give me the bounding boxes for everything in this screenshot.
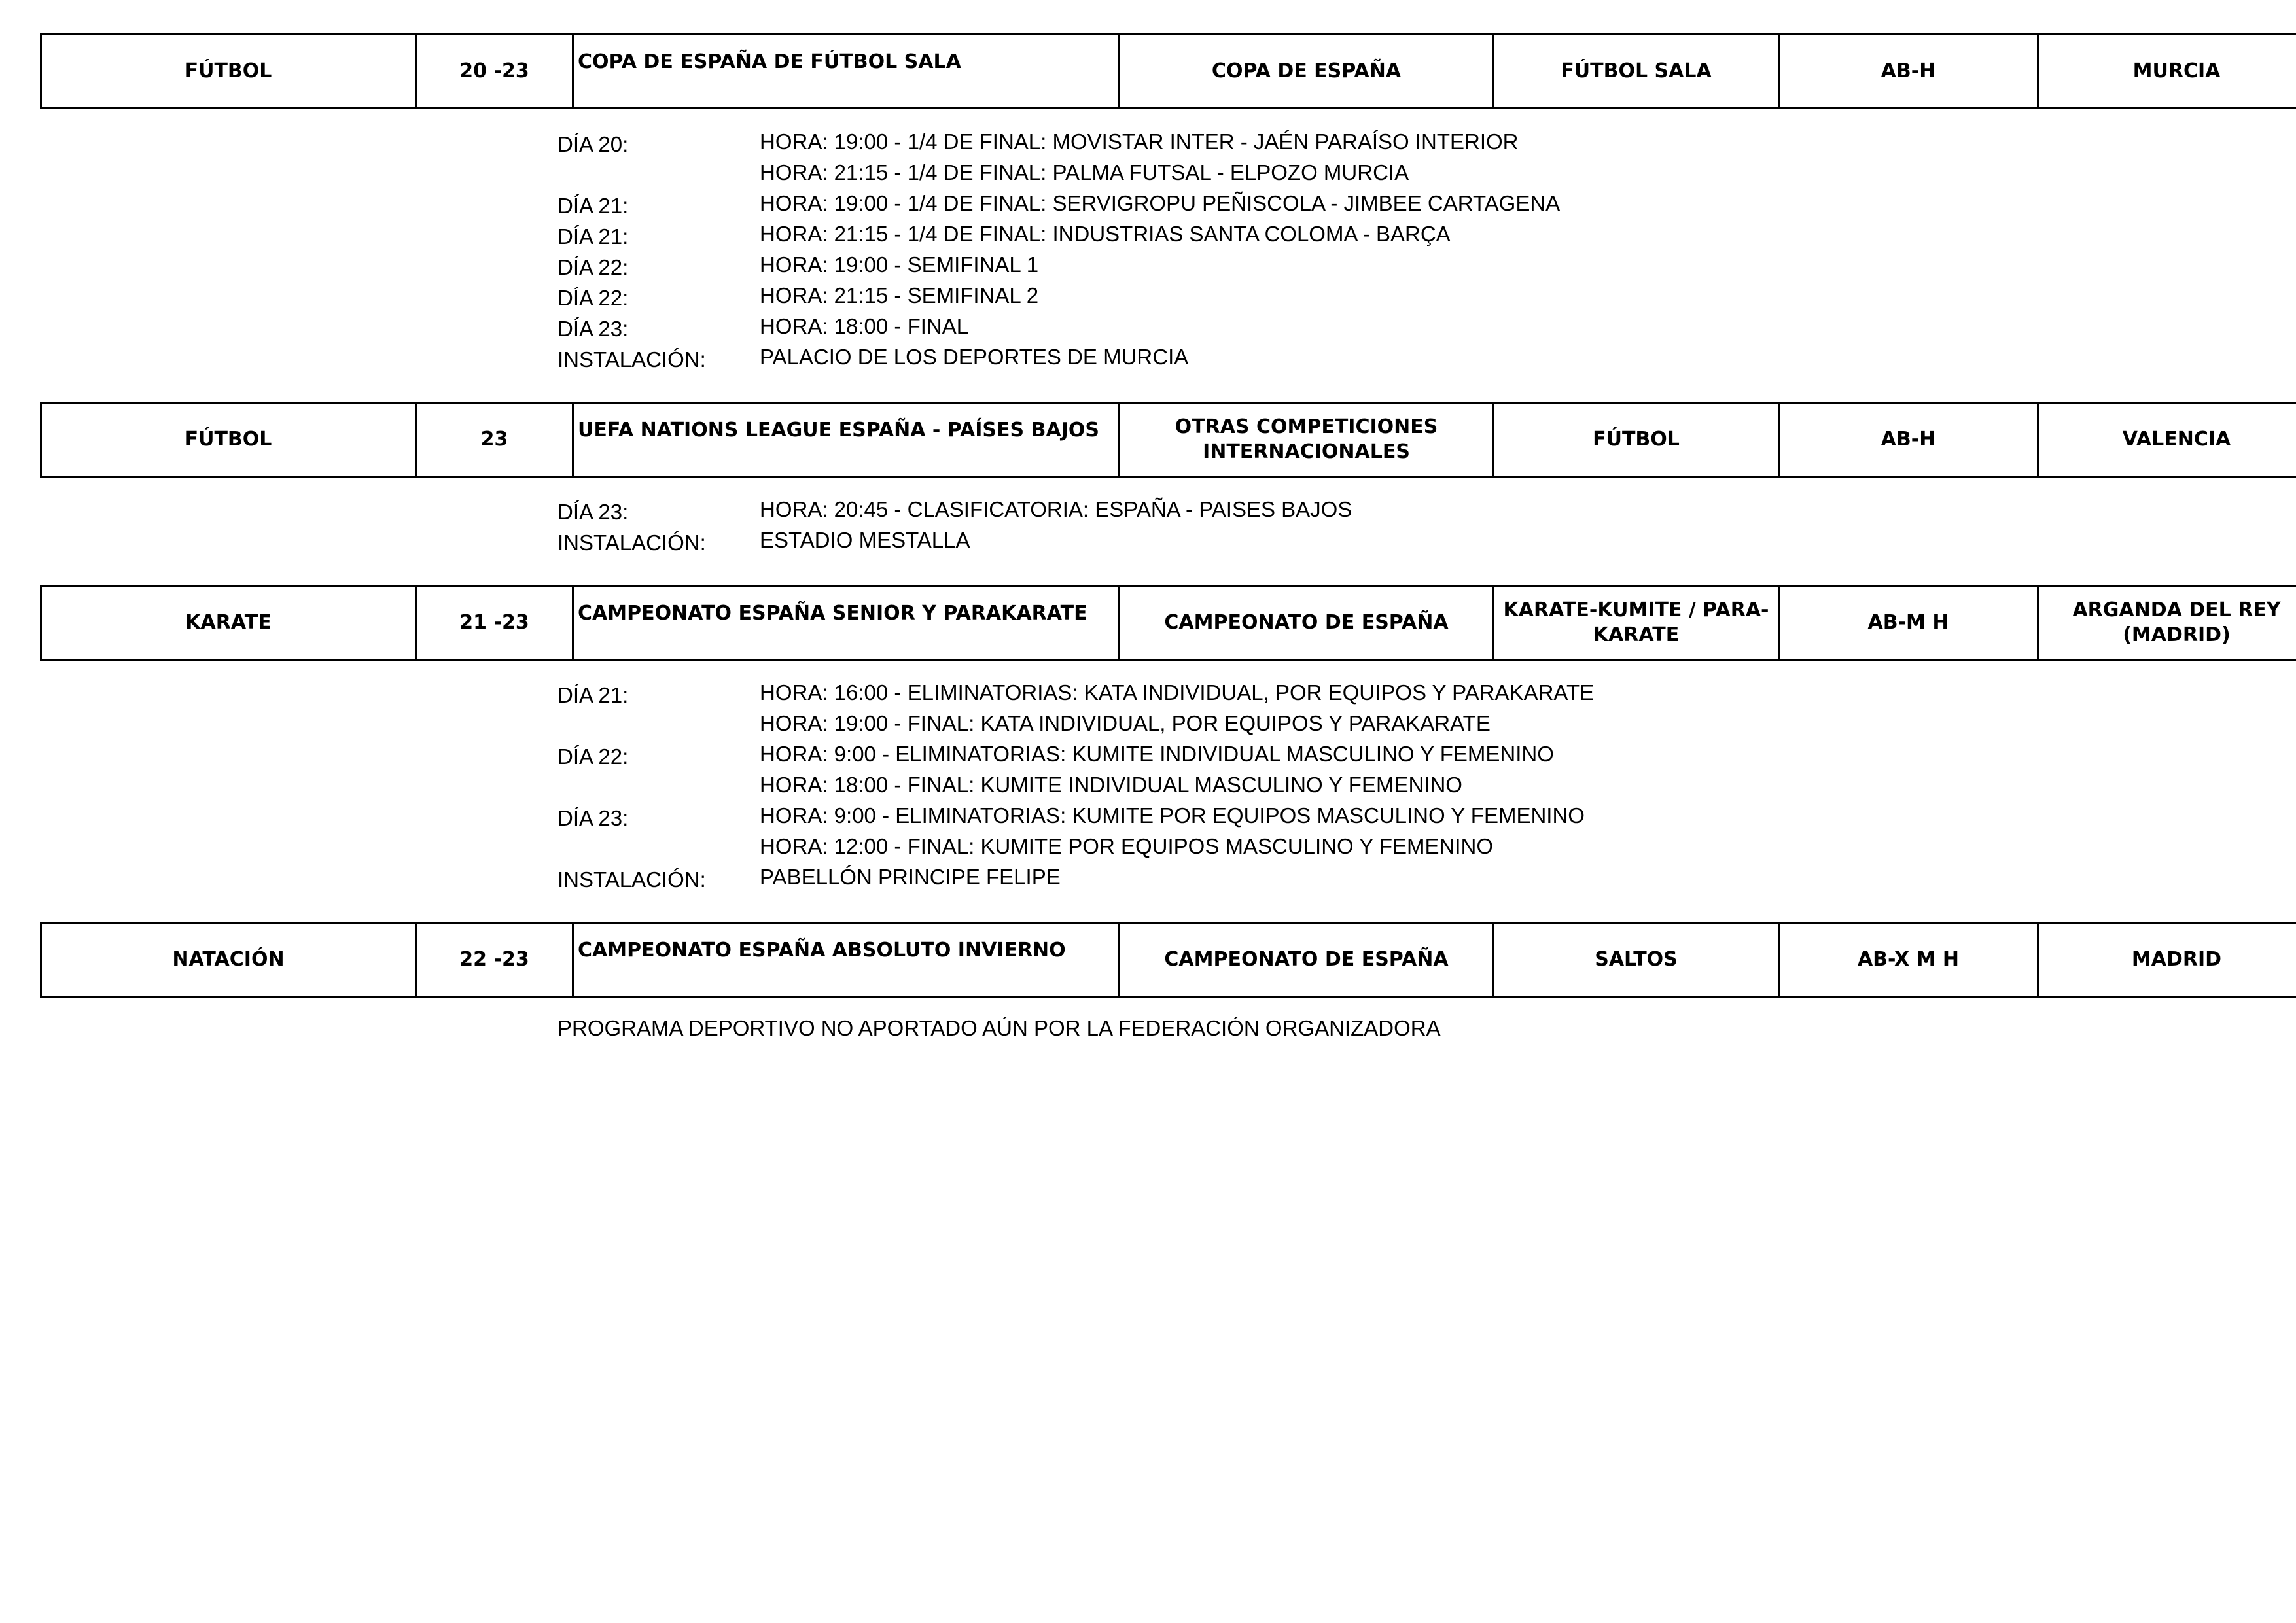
- event-schedule: [557, 494, 1866, 555]
- schedule-row: [557, 494, 1866, 525]
- schedule-row: [557, 739, 1866, 769]
- schedule-row: [557, 249, 1866, 280]
- schedule-day: DÍA 22:: [557, 744, 629, 769]
- schedule-detail: HORA: 21:15 - 1/4 DE FINAL: INDUSTRIAS SANTA COLOMA - BARÇA: [760, 222, 1451, 246]
- schedule-venue-label: INSTALACIÓN:: [557, 347, 706, 372]
- schedule-row: [557, 862, 1866, 892]
- schedule-day: DÍA 22:: [557, 255, 629, 279]
- event-discipline: SALTOS: [1494, 923, 1779, 997]
- schedule-row: [557, 677, 1866, 708]
- schedule-detail: HORA: 9:00 - ELIMINATORIAS: KUMITE POR EQUIPOS MASCULINO Y FEMENINO: [760, 803, 1585, 828]
- event-type: COPA DE ESPAÑA: [1120, 35, 1494, 109]
- program-pending-note: PROGRAMA DEPORTIVO NO APORTADO AÚN POR LA FEDERACIÓN ORGANIZADORA: [557, 1016, 1441, 1040]
- schedule-row: [557, 341, 1866, 372]
- schedule-row: [557, 525, 1866, 555]
- schedule-day: DÍA 23:: [557, 806, 629, 830]
- event-name: CAMPEONATO ESPAÑA ABSOLUTO INVIERNO: [573, 923, 1120, 997]
- schedule-row: [557, 218, 1866, 249]
- event-category: AB-X M H: [1779, 923, 2038, 997]
- schedule-detail: HORA: 19:00 - 1/4 DE FINAL: SERVIGROPU PEÑISCOLA - JIMBEE CARTAGENA: [760, 191, 1561, 215]
- event-type: CAMPEONATO DE ESPAÑA: [1120, 923, 1494, 997]
- schedule-detail: HORA: 21:15 - 1/4 DE FINAL: PALMA FUTSAL - ELPOZO MURCIA: [760, 160, 1409, 184]
- schedule-detail: HORA: 19:00 - 1/4 DE FINAL: MOVISTAR INTER - JAÉN PARAÍSO INTERIOR: [760, 130, 1519, 154]
- schedule-row: [557, 800, 1866, 831]
- event-header-row: [40, 585, 2296, 661]
- schedule-row: [557, 126, 1866, 157]
- event-category: AB-M H: [1779, 586, 2038, 660]
- event-dates: 23: [416, 403, 573, 477]
- schedule-day: DÍA 21:: [557, 194, 629, 218]
- event-sport: FÚTBOL: [41, 35, 416, 109]
- schedule-row: [557, 311, 1866, 341]
- event-type: CAMPEONATO DE ESPAÑA: [1120, 586, 1494, 660]
- event-location: MADRID: [2038, 923, 2296, 997]
- event-name: COPA DE ESPAÑA DE FÚTBOL SALA: [573, 35, 1120, 109]
- schedule-day: DÍA 23:: [557, 500, 629, 524]
- event-header-row: [40, 402, 2296, 478]
- schedule-detail: HORA: 12:00 - FINAL: KUMITE POR EQUIPOS MASCULINO Y FEMENINO: [760, 834, 1494, 858]
- event-name: CAMPEONATO ESPAÑA SENIOR Y PARAKARATE: [573, 586, 1120, 660]
- event-category: AB-H: [1779, 35, 2038, 109]
- schedule-venue-label: INSTALACIÓN:: [557, 867, 706, 892]
- event-schedule: [557, 677, 1866, 892]
- schedule-row: [557, 708, 1866, 739]
- event-dates: 22 -23: [416, 923, 573, 997]
- schedule-row: [557, 280, 1866, 311]
- event-sport: FÚTBOL: [41, 403, 416, 477]
- event-location: MURCIA: [2038, 35, 2296, 109]
- schedule-row: [557, 188, 1866, 218]
- schedule-row: [557, 157, 1866, 188]
- schedule-venue: ESTADIO MESTALLA: [760, 528, 970, 552]
- schedule-detail: HORA: 19:00 - SEMIFINAL 1: [760, 253, 1039, 277]
- event-dates: 20 -23: [416, 35, 573, 109]
- event-sport: KARATE: [41, 586, 416, 660]
- event-dates: 21 -23: [416, 586, 573, 660]
- event-location: ARGANDA DEL REY (MADRID): [2038, 586, 2296, 660]
- event-name: UEFA NATIONS LEAGUE ESPAÑA - PAÍSES BAJOS: [573, 403, 1120, 477]
- schedule-day: DÍA 21:: [557, 683, 629, 707]
- event-header-row: [40, 922, 2296, 998]
- schedule-day: DÍA 20:: [557, 132, 629, 156]
- schedule-detail: HORA: 9:00 - ELIMINATORIAS: KUMITE INDIVIDUAL MASCULINO Y FEMENINO: [760, 742, 1554, 766]
- schedule-day: DÍA 22:: [557, 286, 629, 310]
- event-discipline: KARATE-KUMITE / PARA-KARATE: [1494, 586, 1779, 660]
- schedule-venue: PABELLÓN PRINCIPE FELIPE: [760, 865, 1061, 889]
- schedule-detail: HORA: 18:00 - FINAL: [760, 314, 969, 338]
- schedule-detail: HORA: 20:45 - CLASIFICATORIA: ESPAÑA - PAISES BAJOS: [760, 497, 1352, 521]
- schedule-venue-label: INSTALACIÓN:: [557, 531, 706, 555]
- event-sport: NATACIÓN: [41, 923, 416, 997]
- schedule-day: DÍA 21:: [557, 224, 629, 249]
- schedule-detail: HORA: 21:15 - SEMIFINAL 2: [760, 283, 1039, 307]
- schedule-row: [557, 831, 1866, 862]
- schedule-row: [557, 769, 1866, 800]
- event-header-row: [40, 33, 2296, 109]
- schedule-detail: HORA: 19:00 - FINAL: KATA INDIVIDUAL, POR EQUIPOS Y PARAKARATE: [760, 711, 1491, 735]
- schedule-detail: HORA: 16:00 - ELIMINATORIAS: KATA INDIVIDUAL, POR EQUIPOS Y PARAKARATE: [760, 680, 1595, 705]
- schedule-detail: HORA: 18:00 - FINAL: KUMITE INDIVIDUAL MASCULINO Y FEMENINO: [760, 773, 1462, 797]
- event-location: VALENCIA: [2038, 403, 2296, 477]
- event-discipline: FÚTBOL: [1494, 403, 1779, 477]
- event-schedule: [557, 126, 1866, 372]
- event-type: OTRAS COMPETICIONES INTERNACIONALES: [1120, 403, 1494, 477]
- event-discipline: FÚTBOL SALA: [1494, 35, 1779, 109]
- event-category: AB-H: [1779, 403, 2038, 477]
- schedule-day: DÍA 23:: [557, 317, 629, 341]
- schedule-venue: PALACIO DE LOS DEPORTES DE MURCIA: [760, 345, 1189, 369]
